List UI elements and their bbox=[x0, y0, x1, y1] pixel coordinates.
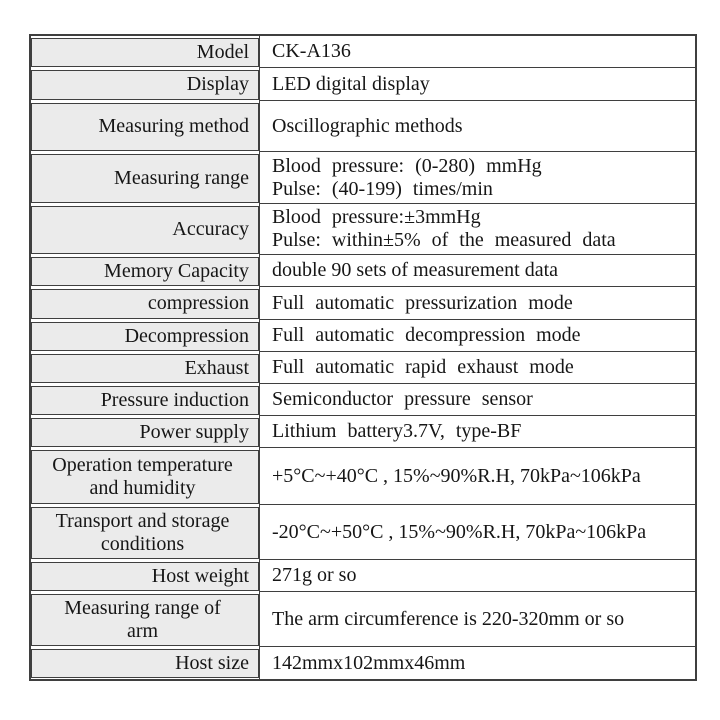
spec-label-text: Decompression bbox=[124, 324, 249, 347]
spec-value-text: -20°C~+50°C , 15%~90%R.H, 70kPa~106kPa bbox=[272, 520, 647, 543]
table-row bbox=[31, 287, 695, 320]
spec-value-cell bbox=[259, 255, 695, 287]
spec-label-cell bbox=[31, 418, 259, 447]
table-row bbox=[31, 416, 695, 448]
spec-label-cell bbox=[31, 38, 259, 67]
spec-value-text: 271g or so bbox=[272, 564, 357, 586]
spec-label-text: Transport and storage bbox=[55, 509, 230, 532]
spec-label-cell bbox=[31, 450, 259, 504]
spec-label-cell bbox=[31, 562, 259, 591]
spec-label-text: Accuracy bbox=[172, 218, 249, 240]
spec-label-text: arm bbox=[126, 619, 159, 642]
spec-value-text: The arm circumference is 220-320mm or so bbox=[272, 607, 625, 630]
spec-label-cell bbox=[31, 70, 259, 100]
spec-value-text: Full automatic pressurization mode bbox=[272, 291, 573, 314]
spec-label-text: compression bbox=[147, 292, 249, 314]
table-row bbox=[31, 560, 695, 592]
spec-label-cell bbox=[31, 354, 259, 383]
table-row bbox=[31, 448, 695, 505]
spec-label-cell bbox=[31, 206, 259, 254]
spec-value-cell bbox=[259, 36, 695, 68]
spec-label-text: Exhaust bbox=[184, 356, 249, 379]
spec-value-text: CK-A136 bbox=[272, 40, 351, 62]
spec-value-text: Lithium battery3.7V, type-BF bbox=[272, 420, 522, 442]
spec-label-text: Operation temperature bbox=[52, 453, 233, 476]
table-row bbox=[31, 152, 695, 204]
spec-label-cell bbox=[31, 289, 259, 319]
spec-label-cell bbox=[31, 154, 259, 203]
table-row bbox=[31, 101, 695, 152]
spec-label-cell bbox=[31, 257, 259, 286]
spec-value-cell bbox=[259, 647, 695, 679]
spec-label-text: Power supply bbox=[139, 420, 249, 443]
spec-value-cell bbox=[259, 352, 695, 384]
spec-label-text: Pressure induction bbox=[100, 388, 249, 411]
spec-value-text: LED digital display bbox=[272, 72, 430, 95]
spec-value-cell bbox=[259, 505, 695, 560]
spec-value-text: +5°C~+40°C , 15%~90%R.H, 70kPa~106kPa bbox=[272, 464, 641, 487]
spec-value-cell bbox=[259, 204, 695, 255]
spec-label-text: Measuring range bbox=[114, 166, 249, 189]
spec-label-text: Host size bbox=[175, 651, 249, 674]
table-row bbox=[31, 505, 695, 560]
spec-label-text: Display bbox=[186, 73, 249, 95]
spec-value-cell bbox=[259, 560, 695, 592]
table-row bbox=[31, 255, 695, 287]
table-row bbox=[31, 36, 695, 68]
spec-value-text: Oscillographic methods bbox=[272, 114, 463, 137]
spec-label-text: conditions bbox=[100, 532, 185, 555]
spec-value-text: double 90 sets of measurement data bbox=[272, 259, 559, 281]
spec-label-cell bbox=[31, 386, 259, 415]
table-row bbox=[31, 384, 695, 416]
spec-label-text: Memory Capacity bbox=[104, 259, 249, 282]
spec-value-cell bbox=[259, 68, 695, 101]
table-row bbox=[31, 68, 695, 101]
table-row bbox=[31, 352, 695, 384]
table-row bbox=[31, 647, 695, 679]
table-row bbox=[31, 592, 695, 647]
spec-value-cell bbox=[259, 320, 695, 352]
spec-label-cell bbox=[31, 594, 259, 646]
spec-label-cell bbox=[31, 322, 259, 351]
spec-value-text: Semiconductor pressure sensor bbox=[272, 388, 533, 410]
spec-value-text: Pulse: within±5% of the measured data bbox=[272, 229, 616, 251]
spec-label-cell bbox=[31, 649, 259, 678]
spec-value-text: 142mmx102mmx46mm bbox=[272, 651, 466, 674]
spec-label-text: Host weight bbox=[151, 564, 249, 587]
spec-value-text: Full automatic rapid exhaust mode bbox=[272, 356, 574, 378]
spec-label-cell bbox=[31, 103, 259, 151]
spec-table bbox=[29, 34, 697, 681]
spec-value-cell bbox=[259, 592, 695, 647]
spec-value-cell bbox=[259, 152, 695, 204]
spec-value-cell bbox=[259, 287, 695, 320]
spec-label-text: Measuring range of bbox=[64, 596, 221, 619]
spec-label-text: Model bbox=[196, 40, 249, 63]
table-row bbox=[31, 204, 695, 255]
spec-value-cell bbox=[259, 384, 695, 416]
spec-label-cell bbox=[31, 507, 259, 559]
spec-value-text: Full automatic decompression mode bbox=[272, 324, 581, 346]
spec-value-cell bbox=[259, 416, 695, 448]
spec-value-text: Blood pressure: (0-280) mmHg bbox=[272, 154, 542, 177]
spec-label-text: and humidity bbox=[89, 476, 196, 499]
spec-value-cell bbox=[259, 101, 695, 152]
spec-label-text: Measuring method bbox=[98, 115, 249, 137]
spec-value-cell bbox=[259, 448, 695, 505]
spec-value-text: Pulse: (40-199) times/min bbox=[272, 177, 493, 200]
table-row bbox=[31, 320, 695, 352]
spec-value-text: Blood pressure:±3mmHg bbox=[272, 206, 481, 228]
